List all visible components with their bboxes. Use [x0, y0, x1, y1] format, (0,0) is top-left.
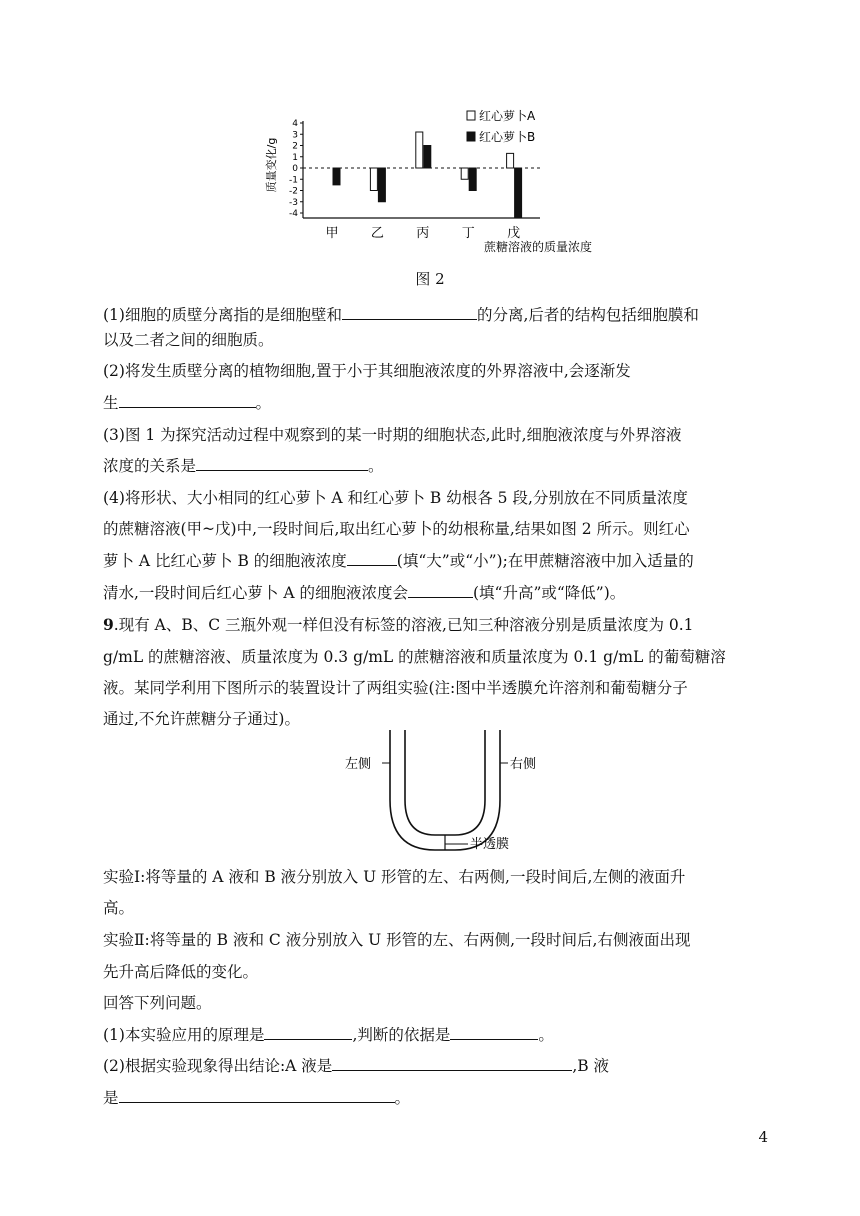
bar — [424, 146, 431, 169]
category-label: 戊 — [507, 226, 521, 241]
text-line — [103, 517, 690, 541]
u-tube-diagram — [345, 730, 537, 860]
text-line — [103, 454, 384, 478]
text-line — [103, 865, 685, 889]
answer-blank[interactable] — [264, 1023, 352, 1040]
text-line — [103, 613, 694, 637]
bar-chart — [255, 103, 605, 263]
category-label: 丙 — [416, 226, 430, 241]
text-line — [103, 1054, 609, 1078]
text-segment: 先升高后降低的变化。 — [103, 963, 259, 981]
left-side-label: 左侧 — [345, 757, 372, 772]
text-line — [103, 423, 682, 447]
text-line — [103, 707, 300, 731]
text-segment: 液。某同学利用下图所示的装置设计了两组实验(注:图中半透膜允许溶剂和葡萄糖分子 — [103, 679, 688, 697]
text-segment: 是 — [103, 1089, 119, 1107]
legend-swatch-b — [467, 132, 475, 141]
text-line — [103, 645, 726, 669]
text-line — [103, 486, 688, 510]
text-segment: (填“升高”或“降低”)。 — [472, 584, 626, 602]
text-line — [103, 391, 271, 415]
text-line — [103, 549, 694, 573]
legend-swatch-a — [467, 111, 475, 120]
text-line — [103, 928, 691, 952]
category-label: 乙 — [370, 226, 384, 241]
text-segment: 实验Ⅱ:将等量的 B 液和 C 液分别放入 U 形管的左、右两侧,一段时间后,右侧液面出现 — [103, 931, 691, 949]
question-number: 9 — [103, 615, 114, 634]
text-segment: 萝卜 A 比红心萝卜 B 的细胞液浓度 — [103, 552, 347, 570]
y-tick-label: -4 — [289, 209, 298, 219]
text-line — [103, 1086, 410, 1110]
answer-blank[interactable] — [342, 303, 477, 320]
text-segment: 高。 — [103, 899, 135, 917]
text-segment: 回答下列问题。 — [103, 994, 212, 1012]
text-segment: ,B 液 — [572, 1057, 610, 1075]
category-label: 甲 — [325, 226, 339, 241]
y-axis-label: 质量变化/g — [265, 137, 278, 193]
x-axis-label: 蔗糖溶液的质量浓度 — [483, 240, 592, 254]
text-segment: (1)本实验应用的原理是 — [103, 1026, 265, 1044]
y-tick-label: -2 — [289, 186, 298, 197]
y-tick-label: 3 — [292, 130, 298, 141]
y-tick-label: 0 — [292, 164, 298, 174]
text-segment: 。 — [255, 394, 272, 412]
text-segment: (2)将发生质壁分离的植物细胞,置于小于其细胞液浓度的外界溶液中,会逐渐发 — [103, 362, 631, 380]
bar — [416, 132, 423, 168]
y-tick-label: 1 — [292, 152, 298, 163]
y-tick-label: 2 — [292, 141, 298, 152]
text-line — [103, 896, 134, 920]
y-tick-label: -1 — [289, 175, 298, 186]
text-line — [103, 359, 631, 383]
answer-blank[interactable] — [347, 549, 397, 566]
bar — [333, 168, 340, 185]
answer-blank[interactable] — [332, 1054, 572, 1071]
text-segment: 以及二者之间的细胞质。 — [103, 331, 274, 349]
bar — [461, 168, 468, 179]
text-line — [103, 328, 274, 352]
answer-blank[interactable] — [196, 454, 368, 471]
text-line — [103, 960, 258, 984]
text-segment: 浓度的关系是 — [103, 457, 197, 475]
answer-blank[interactable] — [408, 581, 473, 598]
text-segment: (4)将形状、大小相同的红心萝卜 A 和红心萝卜 B 幼根各 5 段,分别放在不同质量浓度 — [103, 489, 688, 507]
text-segment: 。 — [368, 457, 384, 475]
answer-blank[interactable] — [450, 1023, 538, 1040]
answer-blank[interactable] — [119, 391, 256, 408]
figure-caption: 图 2 — [415, 270, 445, 288]
text-segment: 。 — [538, 1026, 554, 1044]
text-segment: 通过,不允许蔗糖分子通过)。 — [103, 710, 300, 728]
text-line — [103, 991, 212, 1015]
text-line — [103, 303, 699, 327]
category-label: 丁 — [461, 226, 475, 241]
text-line — [103, 676, 688, 700]
text-line — [103, 1023, 554, 1047]
text-segment: 生 — [103, 394, 119, 412]
text-segment: (3)图 1 为探究活动过程中观察到的某一时期的细胞状态,此时,细胞液浓度与外界溶液 — [103, 426, 682, 444]
text-segment: g/mL 的蔗糖溶液、质量浓度为 0.3 g/mL 的蔗糖溶液和质量浓度为 0.1 g/mL 的葡萄糖溶 — [103, 648, 726, 666]
membrane-label: 半透膜 — [470, 837, 510, 852]
text-segment: (填“大”或“小”);在甲蔗糖溶液中加入适量的 — [396, 552, 694, 570]
text-segment: 实验Ⅰ:将等量的 A 液和 B 液分别放入 U 形管的左、右两侧,一段时间后,左侧的液面升 — [103, 868, 686, 886]
legend-label-b: 红心萝卜B — [479, 130, 536, 144]
text-segment: 的分离,后者的结构包括细胞膜和 — [476, 306, 699, 324]
bar — [370, 168, 377, 191]
text-line — [103, 581, 625, 605]
text-segment: 的蔗糖溶液(甲~戊)中,一段时间后,取出红心萝卜的幼根称量,结果如图 2 所示。则红心 — [103, 520, 690, 538]
text-segment: 清水,一段时间后红心萝卜 A 的细胞液浓度会 — [103, 584, 408, 602]
text-segment: 。 — [394, 1089, 411, 1107]
legend-label-a: 红心萝卜A — [479, 109, 536, 123]
bar — [515, 168, 522, 218]
page-number: 4 — [758, 1128, 768, 1146]
text-segment: ,判断的依据是 — [352, 1026, 451, 1044]
bar — [507, 153, 514, 168]
text-segment: .现有 A、B、C 三瓶外观一样但没有标签的溶液,已知三种溶液分别是质量浓度为 0.1 — [113, 616, 694, 634]
answer-blank[interactable] — [119, 1086, 395, 1103]
bar — [378, 168, 385, 202]
text-segment: (1)细胞的质壁分离指的是细胞壁和 — [103, 306, 342, 324]
text-segment: (2)根据实验现象得出结论:A 液是 — [103, 1057, 333, 1075]
y-tick-label: -3 — [289, 197, 298, 208]
right-side-label: 右侧 — [510, 757, 537, 772]
y-tick-label: 4 — [292, 119, 298, 129]
bar — [469, 168, 476, 191]
